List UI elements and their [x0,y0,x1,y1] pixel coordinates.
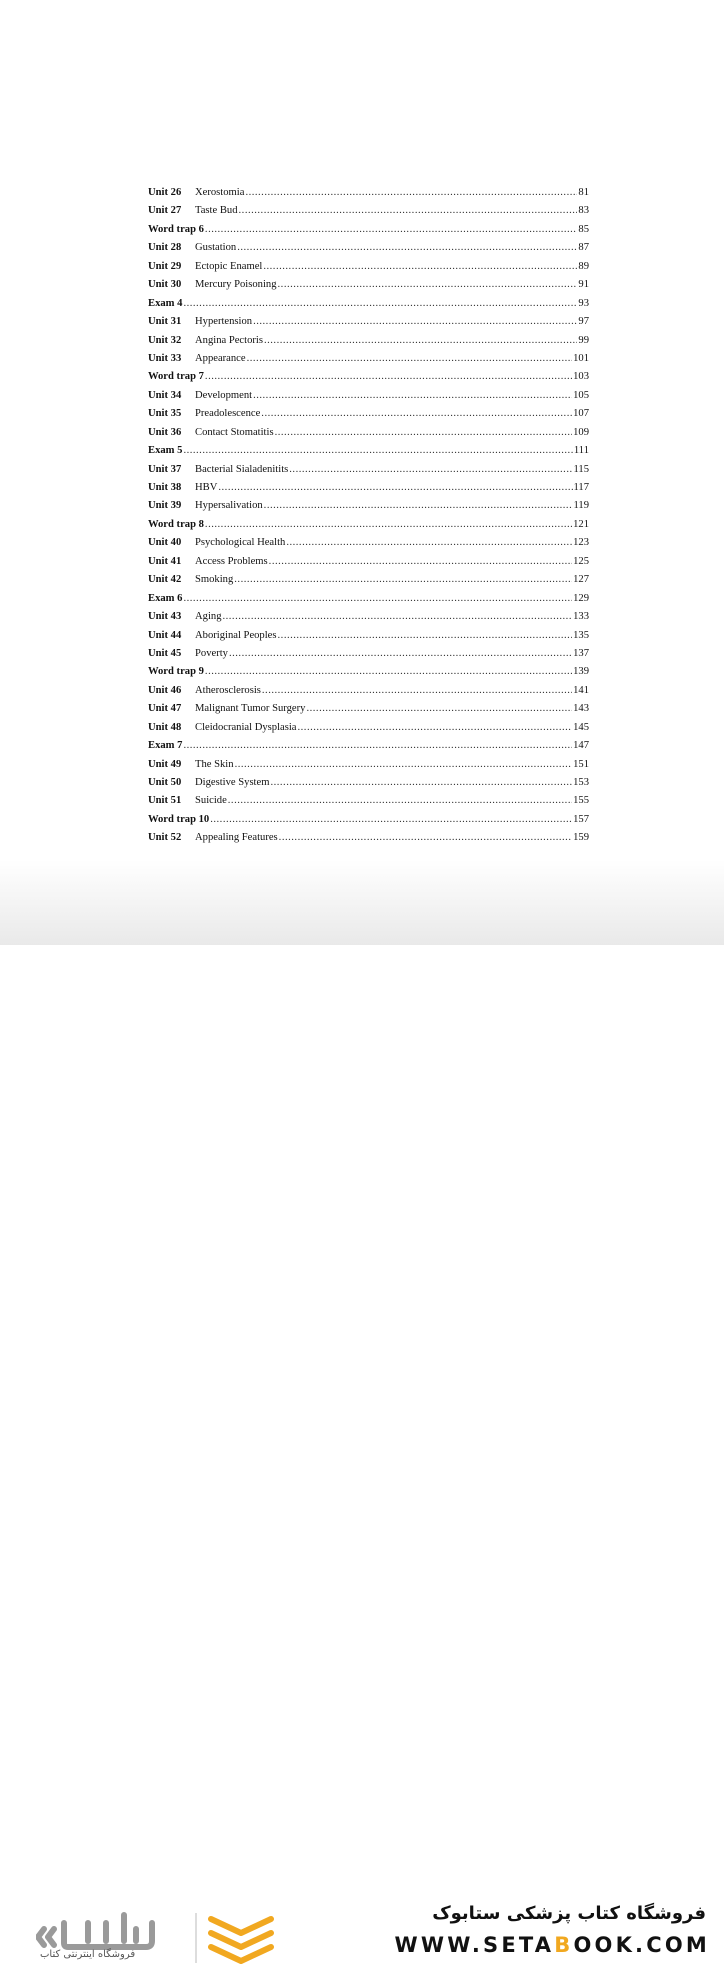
toc-unit-row [148,184,589,202]
toc-entry-label: Unit 51 [148,795,182,807]
toc-page-number: 153 [573,777,589,788]
toc-unit-row [148,387,589,405]
toc-page-number: 159 [573,832,589,844]
toc-entry-label: Exam 5 [148,445,183,457]
toc-entry-label: Unit 38 [148,482,182,493]
toc-page-number: 85 [578,223,589,235]
dot-leader [228,792,572,810]
toc-entry-title: Digestive System [195,777,270,788]
toc-entry-label: Unit 31 [148,316,182,328]
toc-page-number: 155 [573,795,589,807]
toc-page-number: 135 [573,629,589,641]
toc-unit-row [148,276,589,294]
toc-unit-row [148,405,589,423]
dot-leader [183,442,572,460]
toc-unit-row [148,202,589,220]
toc-section-row [148,516,589,534]
url-accent-letter: B [554,1933,574,1957]
dot-leader [286,534,572,552]
dot-leader [261,405,572,423]
publisher-footer [0,945,724,1960]
logo-wordmark [38,1915,152,1947]
dot-leader [239,202,578,220]
toc-page-number: 83 [578,205,589,217]
toc-page-number: 123 [573,537,589,549]
toc-page-number: 91 [578,279,589,291]
toc-entry-label: Unit 39 [148,500,182,512]
toc-entry-title: Mercury Poisoning [195,279,277,291]
toc-entry-title: Poverty [195,647,228,659]
toc-unit-row [148,774,589,792]
toc-entry-label: Unit 32 [148,334,182,346]
toc-unit-row [148,608,589,626]
toc-entry-label: Unit 40 [148,537,182,549]
dot-leader [218,479,572,497]
dot-leader [205,221,577,239]
dot-leader [264,497,573,515]
toc-entry-title: Cleidocranial Dysplasia [195,721,297,733]
toc-page-number: 101 [573,352,589,364]
toc-page-number: 121 [573,518,589,530]
toc-unit-row [148,553,589,571]
dot-leader [245,184,577,202]
toc-unit-row [148,700,589,718]
toc-page-number: 89 [578,260,589,272]
toc-unit-row [148,424,589,442]
toc-section-row [148,590,589,608]
toc-entry-title: HBV [195,482,218,493]
toc-page-number: 139 [573,666,589,678]
toc-entry-label: Word trap 10 [148,813,210,825]
dot-leader [229,645,572,663]
toc-section-row [148,442,589,460]
toc-entry-label: Exam 7 [148,740,183,752]
toc-entry-label: Exam 6 [148,592,183,604]
toc-page-number: 115 [573,463,589,475]
toc-entry-title: Gustation [195,242,237,254]
toc-unit-row [148,350,589,368]
toc-unit-row [148,627,589,645]
toc-page-number: 119 [573,500,589,512]
toc-entry-label: Unit 27 [148,205,182,217]
toc-page-number: 145 [573,721,589,733]
toc-section-row [148,663,589,681]
dot-leader [279,829,572,847]
toc-page-number: 99 [578,334,589,346]
url-suffix: OOK.COM [573,1933,710,1957]
dot-leader [278,627,573,645]
toc-entry-label: Unit 42 [148,574,182,586]
dot-leader [263,258,577,276]
logo-subtitle: فروشگاه اینترنتی کتاب [40,1949,136,1960]
toc-entry-label: Unit 30 [148,279,182,291]
toc-entry-label: Unit 49 [148,758,182,770]
dot-leader [235,756,573,774]
store-url[interactable] [394,1933,710,1957]
toc-entry-title: Aboriginal Peoples [195,629,277,641]
toc-entry-label: Unit 47 [148,703,182,715]
dot-leader [306,700,572,718]
toc-page-number: 143 [573,703,589,715]
toc-page-number: 137 [573,647,589,659]
toc-page-number: 97 [578,316,589,328]
toc-page-number: 93 [578,297,589,309]
toc-page-number: 107 [573,408,589,420]
toc-entry-title: Hypertension [195,316,253,328]
toc-entry-title: Appearance [195,352,246,364]
toc-page-number: 133 [573,611,589,623]
toc-entry-title: Bacterial Sialadenitits [195,463,289,475]
toc-unit-row [148,479,589,497]
toc-entry-label: Unit 46 [148,684,182,696]
store-name: فروشگاه کتاب پزشکی ستابوک [432,1903,706,1924]
toc-page-number: 87 [578,242,589,254]
toc-entry-title: Taste Bud [195,205,238,217]
toc-page-number: 105 [573,389,589,401]
toc-unit-row [148,534,589,552]
dot-leader [270,774,572,792]
toc-entry-label: Unit 37 [148,463,182,475]
dot-leader [237,239,577,257]
toc-entry-label: Unit 29 [148,260,182,272]
toc-page-number: 127 [573,574,589,586]
toc-section-row [148,811,589,829]
dot-leader [222,608,572,626]
toc-entry-title: Suicide [195,795,227,807]
toc-section-row [148,295,589,313]
document-page [0,0,724,945]
toc-entry-label: Unit 52 [148,832,182,844]
toc-section-row [148,221,589,239]
dot-leader [210,811,572,829]
table-of-contents [148,184,589,848]
toc-entry-title: Atherosclerosis [195,684,261,696]
dot-leader [183,295,577,313]
toc-entry-label: Unit 26 [148,187,182,198]
toc-entry-title: Preadolescence [195,408,261,420]
toc-unit-row [148,313,589,331]
toc-unit-row [148,792,589,810]
toc-entry-label: Word trap 7 [148,371,204,383]
toc-page-number: 103 [573,371,589,383]
toc-entry-label: Unit 50 [148,777,182,788]
toc-entry-label: Exam 4 [148,297,183,309]
toc-unit-row [148,497,589,515]
toc-unit-row [148,332,589,350]
toc-entry-label: Unit 28 [148,242,182,254]
toc-entry-title: Ectopic Enamel [195,260,263,272]
dot-leader [183,737,572,755]
toc-entry-title: Development [195,389,253,401]
toc-page-number: 81 [578,187,589,198]
toc-entry-title: Contact Stomatitis [195,426,274,438]
dot-leader [269,553,572,571]
toc-entry-label: Word trap 9 [148,666,204,678]
dot-leader [253,387,572,405]
toc-unit-row [148,258,589,276]
toc-unit-row [148,756,589,774]
toc-entry-label: Word trap 8 [148,518,204,530]
toc-unit-row [148,239,589,257]
dot-leader [205,516,572,534]
toc-page-number: 141 [573,684,589,696]
toc-unit-row [148,571,589,589]
toc-entry-label: Unit 35 [148,408,182,420]
toc-entry-title: Aging [195,611,222,623]
toc-page-number: 111 [573,445,589,457]
toc-entry-title: Hypersalivation [195,500,263,512]
toc-entry-title: Angina Pectoris [195,334,263,346]
dot-leader [205,663,572,681]
toc-unit-row [148,682,589,700]
toc-entry-title: Xerostomia [195,187,245,198]
dot-leader [205,368,572,386]
toc-entry-label: Unit 41 [148,555,182,567]
toc-entry-title: Psychological Health [195,537,286,549]
toc-unit-row [148,829,589,847]
toc-unit-row [148,719,589,737]
dot-leader [289,461,572,479]
toc-entry-label: Unit 48 [148,721,182,733]
toc-entry-title: The Skin [195,758,234,770]
dot-leader [275,424,573,442]
toc-entry-title: Smoking [195,574,234,586]
chevron-stack-icon [211,1919,271,1961]
toc-entry-title: Malignant Tumor Surgery [195,703,306,715]
toc-unit-row [148,461,589,479]
toc-unit-row [148,645,589,663]
toc-page-number: 129 [573,592,589,604]
toc-page-number: 125 [573,555,589,567]
dot-leader [247,350,573,368]
toc-entry-label: Unit 34 [148,389,182,401]
dot-leader [298,719,573,737]
dot-leader [262,682,572,700]
dot-leader [234,571,572,589]
toc-entry-title: Appealing Features [195,832,278,844]
toc-entry-label: Word trap 6 [148,223,204,235]
toc-page-number: 147 [573,740,589,752]
toc-page-number: 157 [573,813,589,825]
toc-entry-label: Unit 44 [148,629,182,641]
url-prefix: WWW.SETA [394,1933,555,1957]
toc-entry-label: Unit 36 [148,426,182,438]
toc-entry-label: Unit 33 [148,352,182,364]
toc-section-row [148,737,589,755]
dot-leader [278,276,578,294]
dot-leader [183,590,572,608]
toc-entry-label: Unit 43 [148,611,182,623]
toc-page-number: 117 [573,482,589,493]
dot-leader [253,313,577,331]
toc-entry-title: Access Problems [195,555,268,567]
toc-page-number: 151 [573,758,589,770]
toc-entry-label: Unit 45 [148,647,182,659]
dot-leader [264,332,577,350]
toc-page-number: 109 [573,426,589,438]
toc-section-row [148,368,589,386]
